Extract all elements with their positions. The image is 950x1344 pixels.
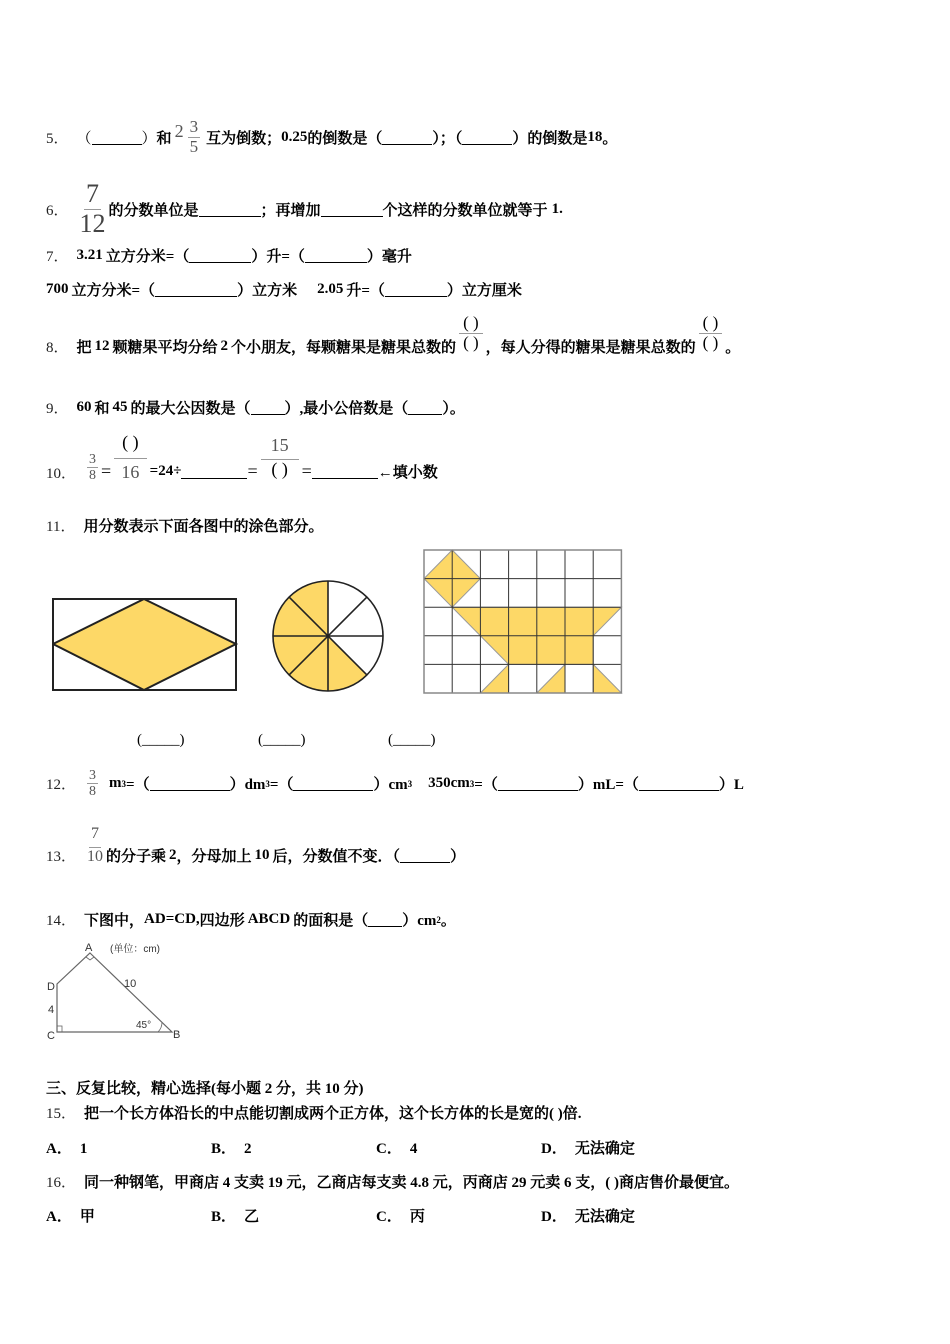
answer-blank[interactable] [498,776,578,791]
quadrilateral-abcd-figure [42,938,182,1044]
question-number: 8． [46,340,69,356]
label-d: D [47,981,55,993]
question-number: 5． [46,130,69,147]
answer-blank[interactable] [251,400,285,415]
answer-blank[interactable] [462,130,512,145]
figure-1-answer[interactable]: (_____) [137,732,185,748]
answer-blank[interactable] [150,776,230,791]
question-9: 9． 60 和 45 的最大公因数是（ ）,最小公倍数是（ ）。 [46,399,465,417]
answer-blank[interactable] [312,464,378,479]
q16-option-a[interactable]: A． 甲 [46,1209,95,1225]
figure-2-answer[interactable]: (_____) [258,732,306,748]
q15-option-c[interactable]: C． 4 [376,1141,418,1157]
fraction: $\frac{3}{8}$ [89,452,97,484]
question-15: 15． 把一个长方体沿长的中点能切割成两个正方体，这个长方体的长是宽的( )倍. [46,1102,582,1123]
answer-blank[interactable] [181,464,247,479]
answer-blank[interactable] [368,912,402,927]
question-13: 13． $\frac{7}{10}$ 的分子乘 2 ，分母加上 10 后，分数值不变．（ ） [46,825,466,865]
answer-blank[interactable] [155,282,237,297]
question-number: 9． [46,401,69,417]
answer-blank[interactable] [199,202,261,217]
answer-fraction[interactable]: $\frac{( )}{16}$ [114,433,147,484]
q15-option-d[interactable]: D． 无法确定 [541,1141,635,1157]
grid-duck-figure [423,549,623,695]
angle-b-label: 45° [136,1020,152,1031]
question-number: 16． [46,1175,77,1191]
side-dc-label: 4 [48,1004,55,1016]
answer-fraction[interactable]: $\frac{( )}{( )}$ [699,314,723,352]
fraction: $\frac{7}{12}$ [79,179,106,238]
question-number: 10． [46,466,77,483]
q16-option-c[interactable]: C． 丙 [376,1209,425,1225]
side-ab-label: 10 [124,978,137,990]
answer-blank[interactable] [321,202,383,217]
question-16: 16． 同一种钢笔，甲商店 4 支卖 19 元，乙商店每支卖 4.8 元，丙商店 29 元卖 6 支，( )商店售价最便宜。 [46,1171,739,1192]
question-number: 14． [46,913,77,929]
question-number: 13． [46,849,77,865]
label-b: B [173,1029,181,1041]
answer-blank[interactable] [400,848,450,863]
rhombus-in-rectangle-figure [52,598,238,692]
q16-option-b[interactable]: B． 乙 [211,1209,260,1225]
q15-option-b[interactable]: B． 2 [211,1141,252,1157]
question-7-line-2: 700 立方分米=（ ）立方米 2.05 升=（ ）立方厘米 [46,281,522,299]
answer-blank[interactable] [293,776,373,791]
question-14: 14． 下图中， AD=CD, 四边形 ABCD 的面积是（ ）cm 2 。 [46,911,456,929]
question-number: 7． [46,249,69,265]
answer-blank[interactable] [408,400,442,415]
q16-option-d[interactable]: D． 无法确定 [541,1209,635,1225]
question-7: 7． 3.21 立方分米=（ ）升=（ ）毫升 [46,247,412,265]
circle-eighths-figure [271,579,385,693]
label-a: A [85,942,93,954]
fraction: $\frac{7}{10}$ [87,825,104,865]
answer-blank[interactable] [305,248,367,263]
answer-blank[interactable] [382,130,432,145]
question-10: 10． $\frac{3}{8}$ = $\frac{( )}{16}$ =24÷ = $\frac{15}{( )}$ = ←填小数 [46,431,438,484]
answer-fraction[interactable]: $\frac{15}{( )}$ [261,436,299,481]
question-number: 15． [46,1106,77,1122]
question-5: 5． （ ） 和 2 $\frac{3}{5}$ 互为倒数； 0.25 的倒数是（ ）；（ ）的倒数是 18 。 [46,117,618,156]
q15-option-a[interactable]: A． 1 [46,1141,88,1157]
section-3-title: 三、反复比较，精心选择(每小题 2 分，共 10 分) [46,1081,364,1097]
answer-blank[interactable] [189,248,251,263]
label-c: C [47,1030,55,1042]
answer-blank[interactable] [639,776,719,791]
mixed-number: 2 $\frac{3}{5}$ [174,117,199,156]
question-number: 12． [46,777,77,794]
question-12: 12． $\frac{3}{8}$ m 3 =（ ）dm 3 =（ ）cm 3 350cm 3 =（ ）mL=（ ）L [46,768,744,800]
question-number: 11． [46,519,76,535]
fraction: $\frac{3}{8}$ [89,768,97,800]
question-8: 8． 把 12 颗糖果平均分给 2 个小朋友，每颗糖果是糖果总数的 $\frac{( )}{( )}$ ，每人分得的糖果是糖果总数的 $\frac{( )}{( )}$ 。 [46,313,741,356]
answer-fraction[interactable]: $\frac{( )}{( )}$ [459,314,483,352]
question-11: 11． 用分数表示下面各图中的涂色部分。 [46,515,323,536]
question-number: 6． [46,202,69,219]
figure-3-answer[interactable]: (_____) [388,732,436,748]
answer-blank[interactable] [385,282,447,297]
unit-label: (单位：cm) [110,944,160,955]
question-6: 6． $\frac{7}{12}$ 的分数单位是 ；再增加 个这样的分数单位就等于 1. [46,179,563,238]
answer-blank[interactable] [92,130,142,145]
